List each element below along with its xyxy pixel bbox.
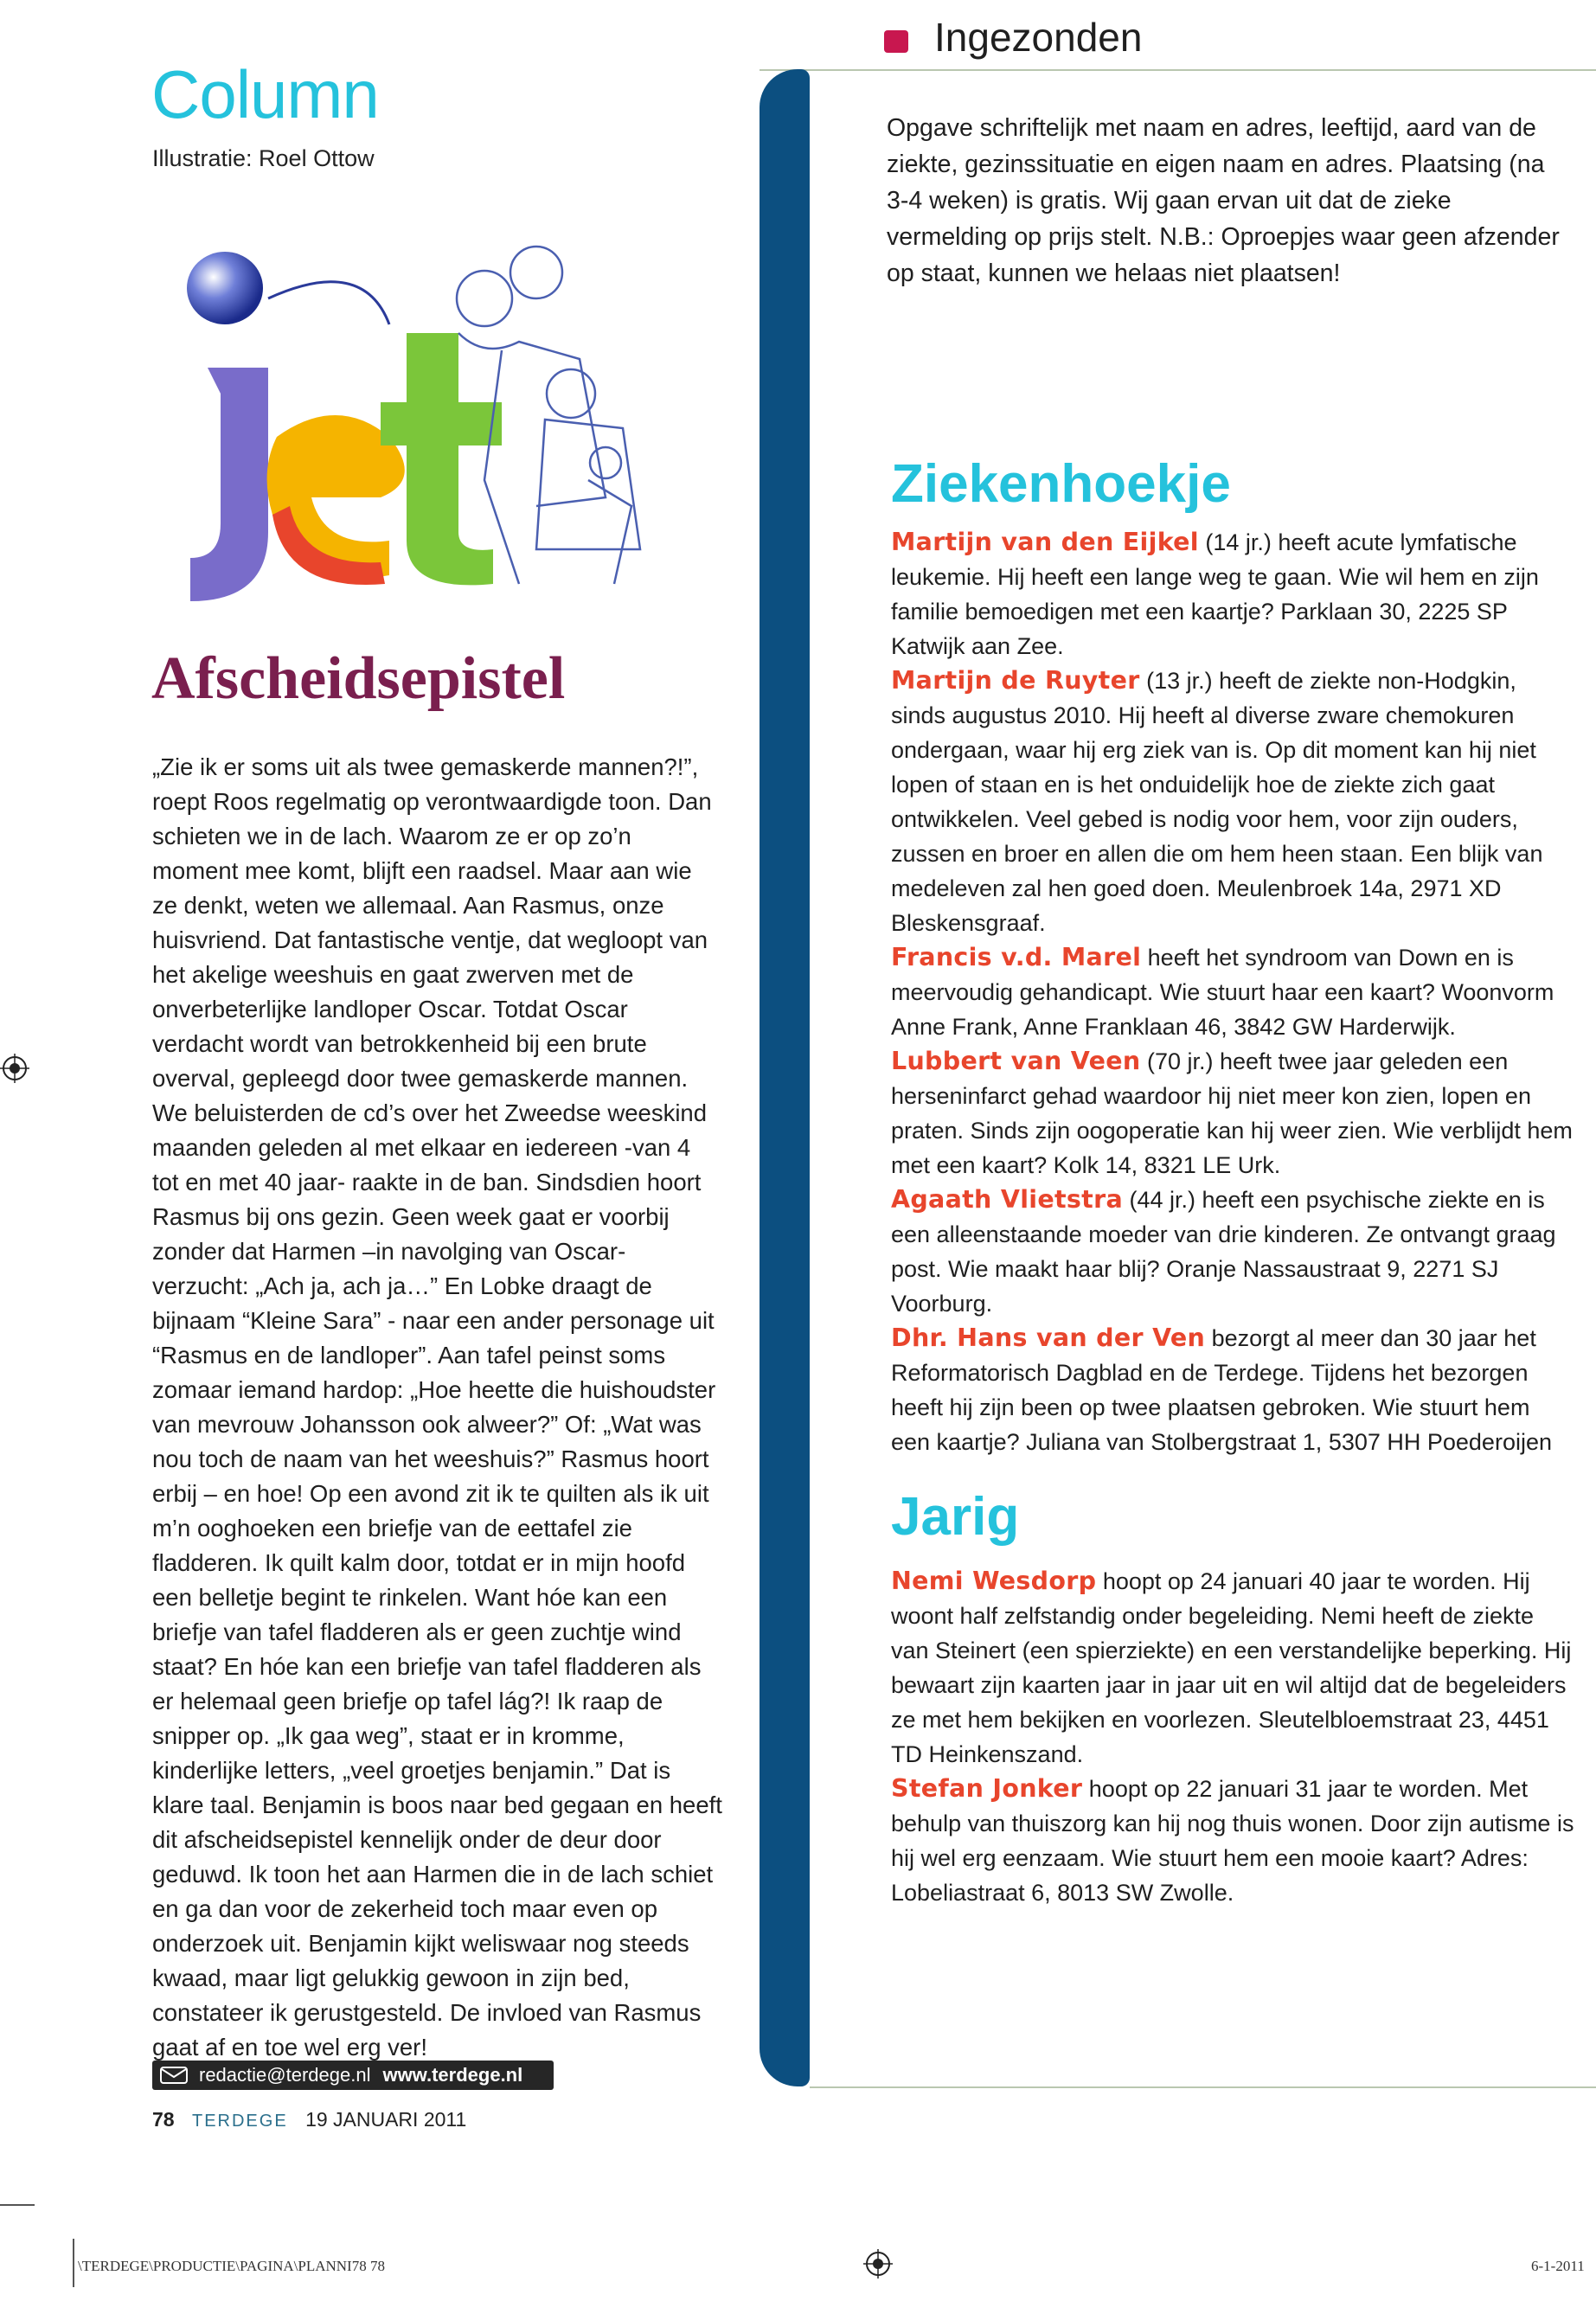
- entry-text: hoopt op 24 januari 40 jaar te worden. Hij woont half zelfstandig onder begeleiding. Nemi heeft de ziekte van Steinert (een spierziekte) en een verstandelijke beperking. Hij bewaart zijn kaarten jaar in jaar uit en wil altijd dat de begeleiders ze met hem bekijken en voorlezen. Sleutelbloemstraat 23, 4451 TD Heinkenszand.: [891, 1568, 1572, 1767]
- top-rule: [760, 69, 1596, 71]
- page-number: 78: [152, 2108, 175, 2131]
- issue-date: 19 JANUARI 2011: [305, 2108, 467, 2131]
- article-title: Afscheidsepistel: [151, 645, 566, 712]
- person-name: Stefan Jonker: [891, 1774, 1083, 1803]
- person-name: Dhr. Hans van der Ven: [891, 1324, 1206, 1352]
- jarig-list: [891, 1564, 1574, 1910]
- trim-mark: [0, 2204, 35, 2206]
- entry-text: bezorgt al meer dan 30 jaar het Reformatorisch Dagblad en de Terdege. Tijdens het bezorgen heeft hij zijn been op twee plaatsen gebroken. Wie stuurt hem een kaartje? Juliana van Stolbergstraat 1, 5307 HH Poederoijen: [891, 1325, 1552, 1455]
- bottom-rule: [810, 2086, 1596, 2088]
- person-name: Martijn de Ruyter: [891, 666, 1140, 695]
- column-title: Column: [151, 56, 379, 132]
- entry-text: hoopt op 22 januari 31 jaar te worden. Met behulp van thuiszorg kan hij nog thuis wonen. Door zijn autisme is hij wel erg eenzaam. Wie stuurt hem een mooie kaart? Adres: Lobeliastraat 6, 8013 SW Zwolle.: [891, 1776, 1574, 1906]
- magazine-name: TERDEGE: [191, 2112, 288, 2131]
- print-slug: \TERDEGE\PRODUCTIE\PAGINA\PLANNI78 78: [78, 2258, 385, 2274]
- list-item: [891, 940, 1574, 1044]
- letter-j: [190, 368, 268, 601]
- entry-text: (14 jr.) heeft acute lymfatische leukemie. Hij heeft een lange weg te gaan. Wie wil hem en zijn familie bemoedigen met een kaartje? Parklaan 30, 2225 SP Katwijk aan Zee.: [891, 529, 1539, 659]
- list-item: [891, 1564, 1574, 1772]
- jet-logo-illustration: [173, 221, 709, 627]
- email-link[interactable]: redactie@terdege.nl: [199, 2064, 371, 2086]
- person-name: Francis v.d. Marel: [891, 943, 1142, 971]
- registration-mark-icon: [863, 2249, 893, 2279]
- contact-bar: [152, 2061, 554, 2090]
- list-item: [891, 663, 1574, 940]
- envelope-icon: [159, 2065, 189, 2086]
- list-item: [891, 1772, 1574, 1910]
- ball-dot: [187, 252, 263, 324]
- person-name: Nemi Wesdorp: [891, 1567, 1097, 1595]
- ziekenhoekje-title: Ziekenhoekje: [891, 454, 1231, 514]
- person-name: Agaath Vlietstra: [891, 1185, 1123, 1214]
- person-name: Martijn van den Eijkel: [891, 528, 1199, 556]
- blue-side-bar: [760, 69, 810, 2086]
- page-folio: [152, 2108, 466, 2131]
- print-date: 6-1-2011: [1531, 2258, 1585, 2274]
- website-link[interactable]: www.terdege.nl: [382, 2064, 523, 2086]
- entry-text: (13 jr.) heeft de ziekte non-Hodgkin, sinds augustus 2010. Hij heeft al diverse zware chemokuren ondergaan, waar hij erg ziek van is. Op dit moment kan hij niet lopen of staan en is het onduidelijk hoe de ziekte zich gaat ontwikkelen. Veel gebed is nodig voor hem, voor zijn ouders, zussen en broer en allen die om hem heen staan. Een blijk van medeleven zal hen goed doen. Meulenbroek 14a, 2971 XD Bleskensgraaf.: [891, 668, 1543, 936]
- person-name: Lubbert van Veen: [891, 1047, 1141, 1075]
- article-text: „Zie ik er soms uit als twee gemaskerde mannen?!”, roept Roos regelmatig op verontwaardigde toon. Dan schieten we in de lach. Waarom ze er op zo’n moment mee komt, blijft een raadsel. Maar aan wie ze denkt, weten we allemaal. Aan Rasmus, onze huisvriend. Dat fantastische ventje, dat wegloopt van het akelige weeshuis en gaat zwerven met de onverbeterlijke landloper Oscar. Totdat Oscar verdacht wordt van betrokkenheid bij een brute overval, gepleegd door twee gemaskerde mannen. We beluisterden de cd’s over het Zweedse weeskind maanden geleden al met elkaar en iedereen -van 4 tot en met 40 jaar- raakte in de ban. Sindsdien hoort Rasmus bij ons gezin. Geen week gaat er voorbij zonder dat Harmen –in navolging van Oscar- verzucht: „Ach ja, ach ja…” En Lobke draagt de bijnaam “Kleine Sara” - naar een ander personage uit “Rasmus en de landloper”. Aan tafel peinst soms zomaar iemand hardop: „Hoe heette die huishoudster van mevrouw Johansson ook alweer?” Of: „Wat was nou toch de naam van het weeshuis?” Rasmus hoort erbij – en hoe! Op een avond zit ik te quilten als ik uit m’n ooghoeken een briefje van de eettafel zie fladderen. Ik quilt kalm door, totdat er in mijn hoofd een belletje begint te rinkelen. Want hóe kan een briefje van tafel fladderen als er geen zuchtje wind staat? En hóe kan een briefje van tafel fladderen als er helemaal geen briefje op tafel lág?! Ik raap de snipper op. „Ik gaa weg”, staat er in kromme, kinderlijke letters, „veel groetjes benjamin.” Dat is klare taal. Benjamin is boos naar bed gegaan en heeft dit afscheidsepistel kennelijk onder de deur door geduwd. Ik toon het aan Harmen die in de lach schiet en ga dan voor de zekerheid toch maar even op onderzoek uit. Benjamin kijkt weliswaar nog steeds kwaad, maar ligt gelukkig gewoon in zijn bed, constateer ik gerustgesteld. De invloed van Rasmus gaat af en toe wel erg ver!: [152, 753, 722, 2061]
- jarig-title: Jarig: [891, 1487, 1020, 1547]
- trim-mark: [73, 2239, 74, 2287]
- article-body: [152, 750, 723, 2065]
- list-item: [891, 1183, 1574, 1321]
- illustration-credit: Illustratie: Roel Ottow: [152, 145, 375, 171]
- list-item: [891, 1044, 1574, 1183]
- entry-text: heeft het syndroom van Down en is meervoudig gehandicapt. Wie stuurt haar een kaart? Woonvorm Anne Frank, Anne Franklaan 46, 3842 GW Harderwijk.: [891, 945, 1554, 1040]
- entry-text: (70 jr.) heeft twee jaar geleden een herseninfarct gehad waardoor hij niet meer kon zien, lopen en praten. Sinds zijn oogoperatie kan hij weer zien. Wie verblijdt hem met een kaart? Kolk 14, 8321 LE Urk.: [891, 1048, 1573, 1178]
- list-item: [891, 525, 1574, 663]
- entry-text: (44 jr.) heeft een psychische ziekte en is een alleenstaande moeder van drie kinderen. Ze ontvangt graag post. Wie maakt haar blij? Oranje Nassaustraat 9, 2271 SJ Voorburg.: [891, 1187, 1556, 1317]
- registration-mark-icon: [0, 1054, 29, 1083]
- list-item: [891, 1321, 1574, 1459]
- ingezonden-body: Opgave schriftelijk met naam en adres, leeftijd, aard van de ziekte, gezinssituatie en eigen naam en adres. Plaatsing (na 3-4 weken) is gratis. Wij gaan ervan uit dat de zieke vermelding op prijs stelt. N.B.: Oproepjes waar geen afzender op staat, kunnen we helaas niet plaatsen!: [887, 114, 1560, 287]
- section-marker-icon: [884, 30, 908, 53]
- ingezonden-title: Ingezonden: [934, 15, 1143, 60]
- ziekenhoekje-list: [891, 525, 1574, 1459]
